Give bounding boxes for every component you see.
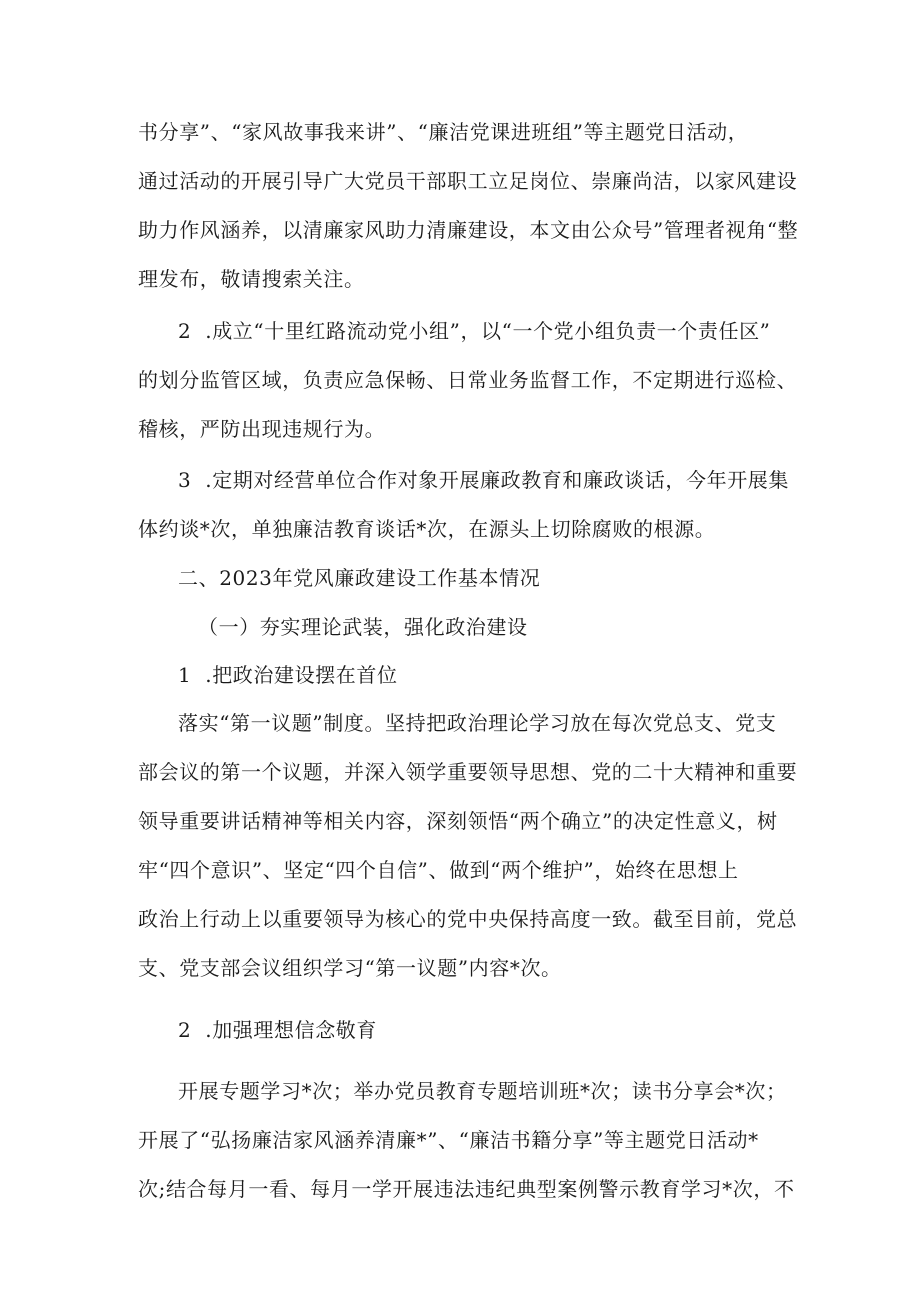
- item-heading-1: 1 .把政治建设摆在首位: [178, 663, 398, 687]
- paragraph-line: 体约谈*次，单独廉洁教育谈话*次，在源头上切除腐败的根源。: [138, 517, 716, 541]
- paragraph-line: 领导重要讲话精神等相关内容，深刻领悟“两个确立”的决定性意义，树: [138, 809, 778, 833]
- section-heading: 二、2023年党风廉政建设工作基本情况: [178, 566, 541, 590]
- paragraph-line: 的划分监管区域，负责应急保畅、日常业务监督工作，不定期进行巡检、: [138, 368, 798, 392]
- list-item-2-line: 2 .成立“十里红路流动党小组”，以“一个党小组负责一个责任区”: [178, 319, 771, 343]
- paragraph-line: 部会议的第一个议题，并深入领学重要领导思想、党的二十大精神和重要: [138, 760, 798, 784]
- paragraph-line: 书分享”、“家风故事我来讲”、“廉洁党课进班组”等主题党日活动，: [138, 120, 749, 144]
- paragraph-line: 政治上行动上以重要领导为核心的党中央保持高度一致。截至目前，党总: [138, 907, 798, 931]
- paragraph-line: 开展了“弘扬廉洁家风涵养清廉*”、“廉洁书籍分享”等主题党日活动*: [138, 1128, 759, 1152]
- paragraph-line: 理发布，敬请搜索关注。: [138, 267, 365, 291]
- paragraph-line: 支、党支部会议组织学习“第一议题”内容*次。: [138, 956, 562, 980]
- paragraph-line: 次;结合每月一看、每月一学开展违法违纪典型案例警示教育学习*次，不: [138, 1177, 795, 1201]
- list-item-3-line: 3 .定期对经营单位合作对象开展廉政教育和廉政谈话，今年开展集: [178, 468, 789, 492]
- paragraph-line: 开展专题学习*次；举办党员教育专题培训班*次；读书分享会*次；: [178, 1079, 787, 1103]
- paragraph-line: 通过活动的开展引导广大党员干部职工立足岗位、崇廉尚洁，以家风建设: [138, 169, 798, 193]
- paragraph-line: 稽核，严防出现违规行为。: [138, 417, 386, 441]
- paragraph-line: 牢“四个意识”、坚定“四个自信”、做到“两个维护”，始终在思想上: [138, 858, 739, 882]
- item-heading-2: 2 .加强理想信念敬育: [178, 1018, 377, 1042]
- paragraph-line: 落实“第一议题”制度。坚持把政治理论学习放在每次党总支、党支: [178, 711, 777, 735]
- paragraph-line: 助力作风涵养，以清廉家风助力清廉建设，本文由公众号”管理者视角“整: [138, 218, 799, 242]
- subsection-heading: （一）夯实理论武装，强化政治建设: [198, 615, 528, 639]
